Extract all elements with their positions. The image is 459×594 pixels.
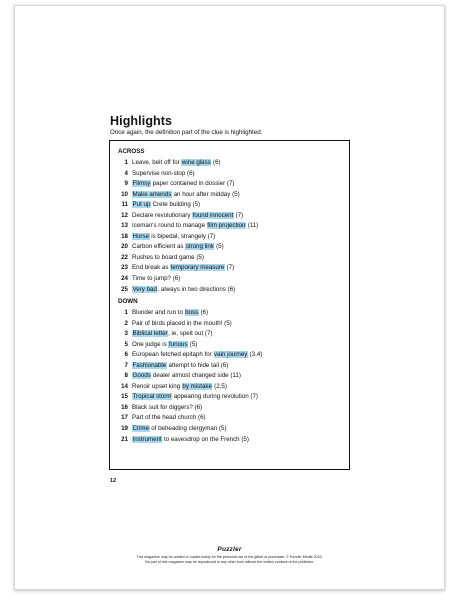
clue-fragment: paper contained in dossier (7) xyxy=(150,180,235,188)
down-clue xyxy=(116,340,346,351)
highlighted-definition: Biblical letter xyxy=(132,330,168,338)
clue-text xyxy=(132,211,243,222)
clue-fragment: End break as xyxy=(132,264,171,272)
clue-fragment: Declare revolutionary xyxy=(132,211,193,219)
highlighted-definition: film projection xyxy=(207,222,246,230)
clue-text xyxy=(132,190,240,201)
clue-fragment: (6) xyxy=(198,309,208,316)
clue-fragment: Supervise non-stop (6) xyxy=(132,169,195,177)
clue-text xyxy=(132,200,200,211)
clue-number: 1 xyxy=(124,159,128,166)
highlighted-definition: wine glass xyxy=(181,159,211,166)
clue-fragment: appearing during revolution (7) xyxy=(171,393,258,401)
clue-text xyxy=(132,169,195,180)
across-clue xyxy=(116,158,346,169)
clue-text xyxy=(132,329,212,340)
clue-panel xyxy=(109,140,350,470)
clue-text xyxy=(132,232,215,243)
clue-text xyxy=(132,242,224,253)
clue-fragment: Black suit for diggers? (6) xyxy=(132,403,203,411)
clue-fragment: is bipedal, strangely (7) xyxy=(149,232,216,240)
clue-number: 11 xyxy=(121,201,128,209)
clue-fragment: (7) xyxy=(224,264,235,272)
clue-number: 17 xyxy=(121,414,128,422)
highlighted-definition: Tropical storm xyxy=(132,393,172,401)
down-clue xyxy=(116,413,346,424)
clue-number: 8 xyxy=(124,372,128,380)
clue-fragment: Carbon efficient as xyxy=(132,243,186,251)
clue-number: 4 xyxy=(124,169,128,177)
clue-text xyxy=(132,382,227,393)
clue-number: 7 xyxy=(124,361,128,369)
down-heading: DOWN xyxy=(118,298,138,305)
highlighted-definition: Horse xyxy=(132,232,150,240)
clue-text xyxy=(132,435,249,446)
clue-number: 24 xyxy=(121,275,128,283)
reproduction-notice: No part of this magazine may be reproduced in any other form without the written consent of the publisher. xyxy=(145,560,314,564)
clue-fragment: , always in two directions (6) xyxy=(157,285,236,293)
page-title: Highlights xyxy=(110,114,173,128)
clue-text xyxy=(132,424,227,435)
clue-fragment: Pair of birds placed in the mouth! (5) xyxy=(132,319,232,327)
highlighted-definition: Crime xyxy=(132,425,149,433)
across-clue xyxy=(116,169,346,180)
highlighted-definition: by mistake xyxy=(182,382,212,390)
across-clue-list xyxy=(116,158,346,295)
highlighted-definition: boss xyxy=(185,309,199,316)
clue-text xyxy=(132,361,228,372)
clue-text xyxy=(132,371,241,382)
highlighted-definition: Make amends xyxy=(132,190,172,198)
clue-fragment: attempt to hide tail (6) xyxy=(166,361,229,369)
clue-text xyxy=(132,253,204,264)
clue-fragment: (5) xyxy=(188,340,198,348)
clue-number: 21 xyxy=(121,435,128,443)
down-clue xyxy=(116,392,346,403)
across-clue xyxy=(116,190,346,201)
clue-text xyxy=(132,403,202,414)
clue-fragment: of beheading clergyman (5) xyxy=(149,425,227,433)
clue-number: 1 xyxy=(124,309,128,316)
across-heading: ACROSS xyxy=(118,148,145,155)
highlighted-definition: Put up xyxy=(132,201,151,209)
highlighted-definition: Flimsy xyxy=(132,180,151,188)
clue-fragment: to eavesdrop on the French (5) xyxy=(162,435,249,443)
clue-number: 16 xyxy=(121,403,128,411)
clue-number: 22 xyxy=(121,253,128,261)
down-clue xyxy=(116,361,346,372)
down-clue xyxy=(116,319,346,330)
across-clue xyxy=(116,263,346,274)
highlighted-definition: Instrument xyxy=(132,435,162,443)
clue-fragment: dealer almost changed side (11) xyxy=(151,372,241,380)
clue-text xyxy=(132,413,206,424)
clue-text xyxy=(132,221,258,232)
copyright-line: This magazine may be printed or copied solely for the personal use of the giftee or purchaser. © Puzzler Media 2016. xyxy=(136,555,323,559)
clue-fragment: (2,5) xyxy=(212,382,227,390)
clue-fragment: Part of the head church (6) xyxy=(132,414,206,422)
clue-fragment: Time to jump? (6) xyxy=(132,275,181,283)
across-clue xyxy=(116,211,346,222)
clue-number: 9 xyxy=(124,180,128,188)
across-clue xyxy=(116,242,346,253)
clue-fragment: (3,4) xyxy=(247,351,263,359)
clue-number: 14 xyxy=(121,382,128,390)
clue-fragment: Leave, belt off for xyxy=(132,159,182,166)
across-clue xyxy=(116,179,346,190)
clue-text xyxy=(132,350,262,361)
clue-number: 6 xyxy=(124,351,128,359)
highlighted-definition: vain journey xyxy=(214,351,248,359)
down-clue xyxy=(116,403,346,414)
clue-fragment: Iceman's round to manage xyxy=(132,222,207,230)
clue-text xyxy=(132,319,232,330)
down-clue-list xyxy=(116,308,346,445)
page-subtitle: Once again, the definition part of the clue is highlighted. xyxy=(110,129,263,136)
down-clue xyxy=(116,329,346,340)
clue-number: 15 xyxy=(121,393,128,401)
clue-number: 5 xyxy=(124,340,128,348)
clue-number: 23 xyxy=(121,264,128,272)
highlighted-definition: Goods xyxy=(132,372,151,380)
across-clue xyxy=(116,253,346,264)
highlighted-definition: Very bad xyxy=(132,285,157,293)
down-clue xyxy=(116,424,346,435)
clue-text xyxy=(132,285,235,296)
across-clue xyxy=(116,285,346,296)
clue-number: 18 xyxy=(121,232,128,240)
clue-fragment: (5) xyxy=(214,243,224,251)
clue-fragment: , ie, spelt out (7) xyxy=(168,330,213,338)
page-number: 12 xyxy=(110,478,117,484)
highlighted-definition: found innocent xyxy=(192,211,234,219)
clue-text xyxy=(132,158,221,169)
publisher-logo: Puzzler xyxy=(217,546,242,553)
down-clue xyxy=(116,435,346,446)
clue-text xyxy=(132,308,208,319)
down-clue xyxy=(116,382,346,393)
clue-fragment: Rushes to board game (5) xyxy=(132,253,204,261)
clue-text xyxy=(132,263,234,274)
down-clue xyxy=(116,350,346,361)
clue-fragment: an hour after midday (5) xyxy=(171,190,240,198)
clue-number: 13 xyxy=(121,222,128,230)
clue-number: 2 xyxy=(124,319,128,327)
clue-fragment: (6) xyxy=(211,159,221,166)
across-clue xyxy=(116,232,346,243)
clue-number: 3 xyxy=(124,330,128,338)
clue-fragment: Renoir upset king xyxy=(132,382,182,390)
highlighted-definition: strong link xyxy=(185,243,214,251)
clue-text xyxy=(132,274,180,285)
highlighted-definition: Fashionable xyxy=(132,361,167,369)
clue-fragment: Crete building (5) xyxy=(150,201,201,209)
clue-text xyxy=(132,392,258,403)
clue-fragment: European fetched epitaph for xyxy=(132,351,214,359)
down-clue xyxy=(116,308,346,319)
clue-text xyxy=(132,179,234,190)
across-clue xyxy=(116,221,346,232)
clue-fragment: (11) xyxy=(245,222,259,230)
clue-number: 20 xyxy=(121,243,128,251)
highlighted-definition: temporary measure xyxy=(170,264,225,272)
clue-fragment: (7) xyxy=(233,211,244,219)
clue-fragment: One judge is xyxy=(132,340,169,348)
highlighted-definition: furious xyxy=(168,340,188,348)
clue-number: 12 xyxy=(121,211,128,219)
clue-text xyxy=(132,340,197,351)
clue-number: 25 xyxy=(121,285,128,293)
across-clue xyxy=(116,274,346,285)
across-clue xyxy=(116,200,346,211)
clue-number: 19 xyxy=(121,425,128,433)
clue-number: 10 xyxy=(121,190,128,198)
down-clue xyxy=(116,371,346,382)
clue-fragment: Blunder and run to xyxy=(132,309,185,316)
